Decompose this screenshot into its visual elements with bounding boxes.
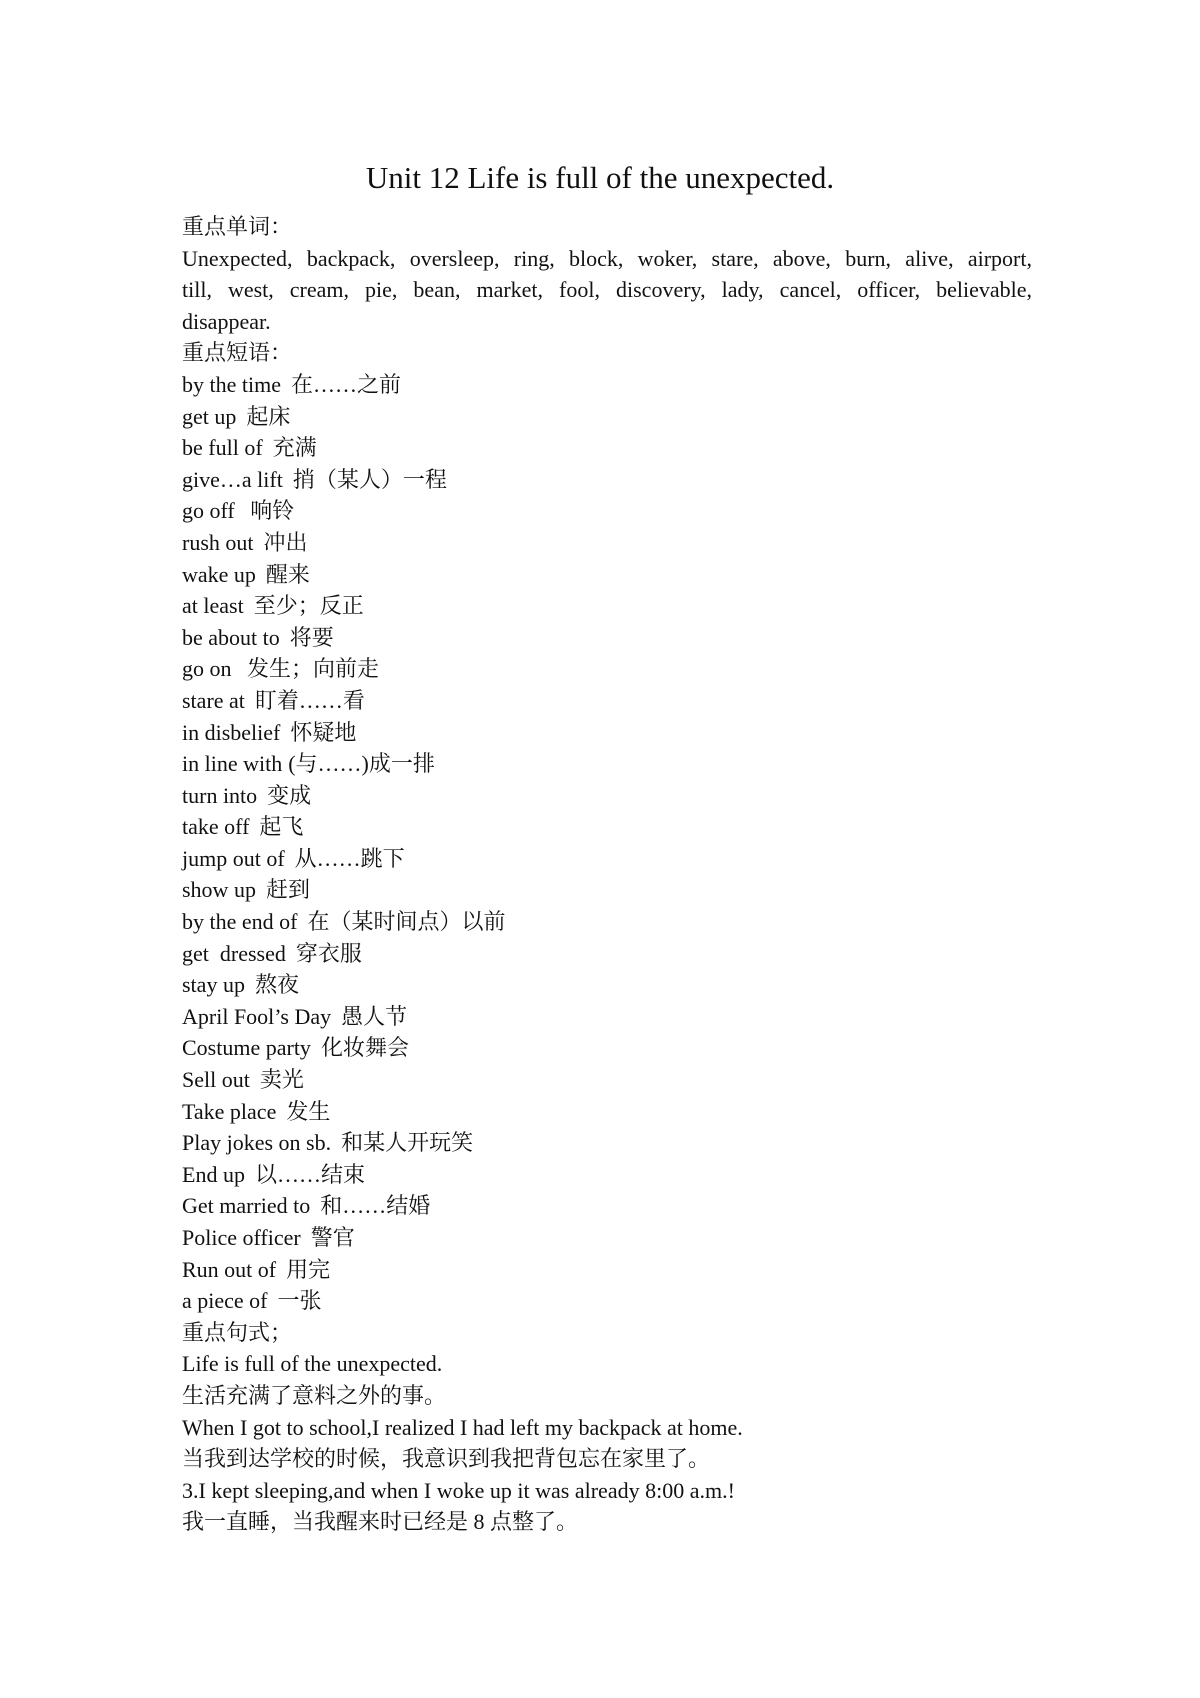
- phrase-english: show up: [182, 877, 256, 903]
- phrase-english: at least: [182, 593, 244, 619]
- phrase-english: April Fool’s Day: [182, 1003, 332, 1029]
- phrase-chinese: 穿衣服: [295, 940, 362, 966]
- phrase-chinese: 赶到: [265, 877, 310, 903]
- words-line-text: Unexpected, backpack, oversleep, ring, block, woker, stare, above, burn, alive, airport,: [182, 245, 1032, 271]
- phrase-item: [182, 622, 1032, 654]
- phrase-chinese: 发生；向前走: [241, 656, 380, 682]
- phrase-item: [182, 464, 1032, 496]
- phrase-chinese: 怀疑地: [290, 719, 357, 745]
- phrase-english: go on: [182, 656, 232, 682]
- phrase-chinese: 一张: [277, 1288, 322, 1314]
- phrase-chinese: 醒来: [265, 561, 310, 587]
- phrase-item: [182, 1222, 1032, 1254]
- phrase-english: a piece of: [182, 1288, 268, 1314]
- phrase-chinese: (与……)成一排: [288, 751, 435, 777]
- sentence-chinese: 生活充满了意料之外的事。: [182, 1382, 447, 1408]
- phrase-english: by the end of: [182, 909, 298, 935]
- page-title: Unit 12 Life is full of the unexpected.: [365, 160, 835, 195]
- phrase-english: be about to: [182, 624, 280, 650]
- phrase-chinese: 警官: [310, 1225, 355, 1250]
- phrase-item: [182, 811, 1032, 843]
- phrase-chinese: 愚人节: [341, 1003, 408, 1029]
- phrase-english: go off: [182, 498, 235, 524]
- phrase-chinese: 卖光: [259, 1067, 304, 1093]
- phrase-item: [182, 906, 1032, 938]
- phrase-english: Play jokes on sb.: [182, 1130, 332, 1156]
- phrase-english: Sell out: [182, 1067, 250, 1093]
- phrase-english: Take place: [182, 1098, 277, 1124]
- phrase-chinese: 至少；反正: [253, 593, 364, 619]
- words-line-text: till, west, cream, pie, bean, market, fool, discovery, lady, cancel, officer, believable,: [182, 277, 1032, 303]
- phrase-chinese: 和……结婚: [320, 1193, 431, 1219]
- phrase-item: [182, 780, 1032, 812]
- phrase-english: stare at: [182, 687, 245, 713]
- phrase-english: Police officer: [182, 1225, 301, 1250]
- phrase-item: [182, 1159, 1032, 1191]
- phrase-chinese: 将要: [289, 624, 334, 650]
- phrase-english: turn into: [182, 782, 258, 808]
- phrase-chinese: 盯着……看: [254, 687, 365, 713]
- phrase-chinese: 响铃: [244, 498, 295, 524]
- words-heading: 重点单词：: [182, 214, 293, 239]
- sentence-english: 3.I kept sleeping,and when I woke up it was already 8:00 a.m.!: [182, 1477, 735, 1503]
- phrase-chinese: 起床: [246, 403, 291, 429]
- phrase-english: wake up: [182, 561, 256, 587]
- phrase-item: [182, 717, 1032, 749]
- sentence-english: Life is full of the unexpected.: [182, 1351, 443, 1377]
- phrase-item: [182, 685, 1032, 717]
- words-line: [182, 274, 1032, 306]
- phrase-chinese: 冲出: [263, 529, 308, 555]
- sentence-chinese: 当我到达学校的时候，我意识到我把背包忘在家里了。: [182, 1446, 711, 1472]
- phrase-chinese: 熬夜: [254, 972, 299, 998]
- phrase-item: [182, 969, 1032, 1001]
- phrase-chinese: 从……跳下: [294, 845, 405, 871]
- phrase-item: [182, 1032, 1032, 1064]
- phrase-english: stay up: [182, 972, 245, 998]
- phrases-heading: 重点短语：: [182, 340, 293, 366]
- phrase-english: Run out of: [182, 1256, 277, 1282]
- phrase-item: [182, 559, 1032, 591]
- phrase-chinese: 以……结束: [254, 1161, 365, 1187]
- phrase-item: [182, 1285, 1032, 1317]
- document-body: [182, 211, 1032, 1538]
- phrase-item: [182, 369, 1032, 401]
- phrase-item: [182, 1254, 1032, 1286]
- phrase-item: [182, 843, 1032, 875]
- phrase-item: [182, 1001, 1032, 1033]
- phrase-item: [182, 1127, 1032, 1159]
- phrase-item: [182, 590, 1032, 622]
- phrase-english: get up: [182, 403, 237, 429]
- phrase-item: [182, 401, 1032, 433]
- phrase-item: [182, 653, 1032, 685]
- phrase-item: [182, 495, 1032, 527]
- phrase-english: jump out of: [182, 845, 285, 871]
- words-line: [182, 243, 1032, 275]
- sentence-english: When I got to school,I realized I had left my backpack at home.: [182, 1414, 743, 1440]
- phrase-chinese: 化妆舞会: [320, 1035, 409, 1061]
- phrase-english: get dressed: [182, 940, 286, 966]
- phrase-item: [182, 432, 1032, 464]
- phrase-english: in disbelief: [182, 719, 281, 745]
- phrase-chinese: 在（某时间点）以前: [307, 909, 506, 935]
- phrase-english: End up: [182, 1161, 245, 1187]
- phrase-english: take off: [182, 814, 250, 840]
- phrase-english: give…a lift: [182, 466, 283, 492]
- phrase-english: in line with: [182, 751, 283, 777]
- phrase-english: Costume party: [182, 1035, 311, 1061]
- phrase-item: [182, 1096, 1032, 1128]
- phrase-chinese: 在……之前: [290, 371, 401, 397]
- phrase-item: [182, 874, 1032, 906]
- phrase-chinese: 起飞: [259, 814, 304, 840]
- phrase-item: [182, 1064, 1032, 1096]
- phrase-chinese: 发生: [286, 1098, 331, 1124]
- phrase-item: [182, 527, 1032, 559]
- phrase-chinese: 和某人开玩笑: [341, 1130, 474, 1156]
- phrase-chinese: 变成: [267, 782, 312, 808]
- phrase-item: [182, 938, 1032, 970]
- phrase-item: [182, 748, 1032, 780]
- sentences-heading: 重点句式；: [182, 1319, 293, 1345]
- phrase-chinese: 充满: [272, 435, 317, 461]
- phrase-chinese: 用完: [286, 1256, 331, 1282]
- phrase-english: by the time: [182, 371, 281, 397]
- phrase-english: rush out: [182, 529, 254, 555]
- words-line: disappear.: [182, 308, 271, 334]
- phrase-english: be full of: [182, 435, 263, 461]
- sentence-chinese: 我一直睡，当我醒来时已经是 8 点整了。: [182, 1509, 579, 1535]
- phrase-english: Get married to: [182, 1193, 311, 1219]
- phrase-chinese: 捎（某人）一程: [292, 466, 447, 492]
- phrase-item: [182, 1190, 1032, 1222]
